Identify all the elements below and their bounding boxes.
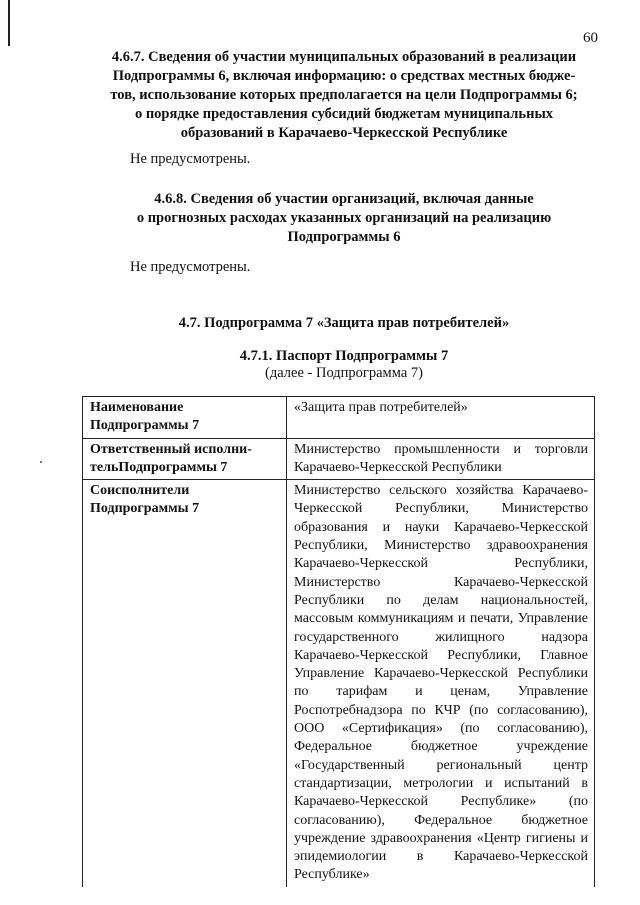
table-row xyxy=(83,480,595,887)
row-label: Ответственный исполни-тельПодпрограммы 7 xyxy=(83,438,287,480)
section-4-6-8-body: Не предусмотрены. xyxy=(130,259,251,275)
row-value: Министерство сельского хозяйства Карачаево-Черкесской Республики, Министерство образования и науки Карачаево-Черкесской Республики, Министерство здравоохранения Карачаево-Черкесской Республики, Министерство Карачаево-Черкесской Республики по делам национальностей, массовым коммуникациям и печати, Управление государственного жилищного надзора Карачаево-Черкесской Республики, Главное Управление Карачаево-Черкесской Республики по тарифам и ценам, Управление Роспотребнадзора по КЧР (по согласованию), ООО «Сертификация» (по согласованию), Федеральное бюджетное учреждение «Государственный региональный центр стандартизации, метрологии и испытаний в Карачаево-Черкесской Республике» (по согласованию), Федеральное бюджетное учреждение здравоохранения «Центр гигиены и эпидемиологии в Карачаево-Черкесской Республике» xyxy=(287,480,595,887)
row-label: Соисполнители Подпрограммы 7 xyxy=(83,480,287,887)
heading-line: тов, использование которых предполагается на цели Подпрограммы 6; xyxy=(110,87,578,103)
row-value: Министерство промышленности и торговли Карачаево-Черкесской Республики xyxy=(287,438,595,480)
heading-line: о прогнозных расходах указанных организаций на реализацию xyxy=(136,210,552,226)
page-number: 60 xyxy=(583,30,598,46)
section-4-7-title: 4.7. Подпрограмма 7 «Защита прав потребителей» xyxy=(178,315,510,331)
section-4-7-1-heading xyxy=(84,348,604,382)
table-row xyxy=(83,397,595,439)
scan-speck xyxy=(40,461,42,463)
heading-line: о порядке предоставления субсидий бюджетам муниципальных xyxy=(134,106,554,122)
row-value: «Защита прав потребителей» xyxy=(287,397,595,439)
section-4-6-7-body: Не предусмотрены. xyxy=(130,151,251,167)
section-4-6-8-heading xyxy=(84,190,604,247)
passport-title: 4.7.1. Паспорт Подпрограммы 7 xyxy=(239,348,449,364)
heading-line: Подпрограммы 6, включая информацию: о средствах местных бюдже- xyxy=(112,68,576,84)
heading-line: Подпрограммы 6 xyxy=(287,229,401,245)
row-label: Наименование Подпрограммы 7 xyxy=(83,397,287,439)
passport-subtitle: (далее - Подпрограмма 7) xyxy=(265,365,423,381)
heading-line: 4.6.8. Сведения об участии организаций, включая данные xyxy=(154,191,534,207)
heading-line: образований в Карачаево-Черкесской Республике xyxy=(180,125,508,141)
binding-margin-line xyxy=(8,0,10,46)
section-4-6-7-heading xyxy=(84,48,604,143)
passport-table xyxy=(82,396,595,887)
heading-line: 4.6.7. Сведения об участии муниципальных образований в реализации xyxy=(111,49,577,65)
table-row xyxy=(83,438,595,480)
